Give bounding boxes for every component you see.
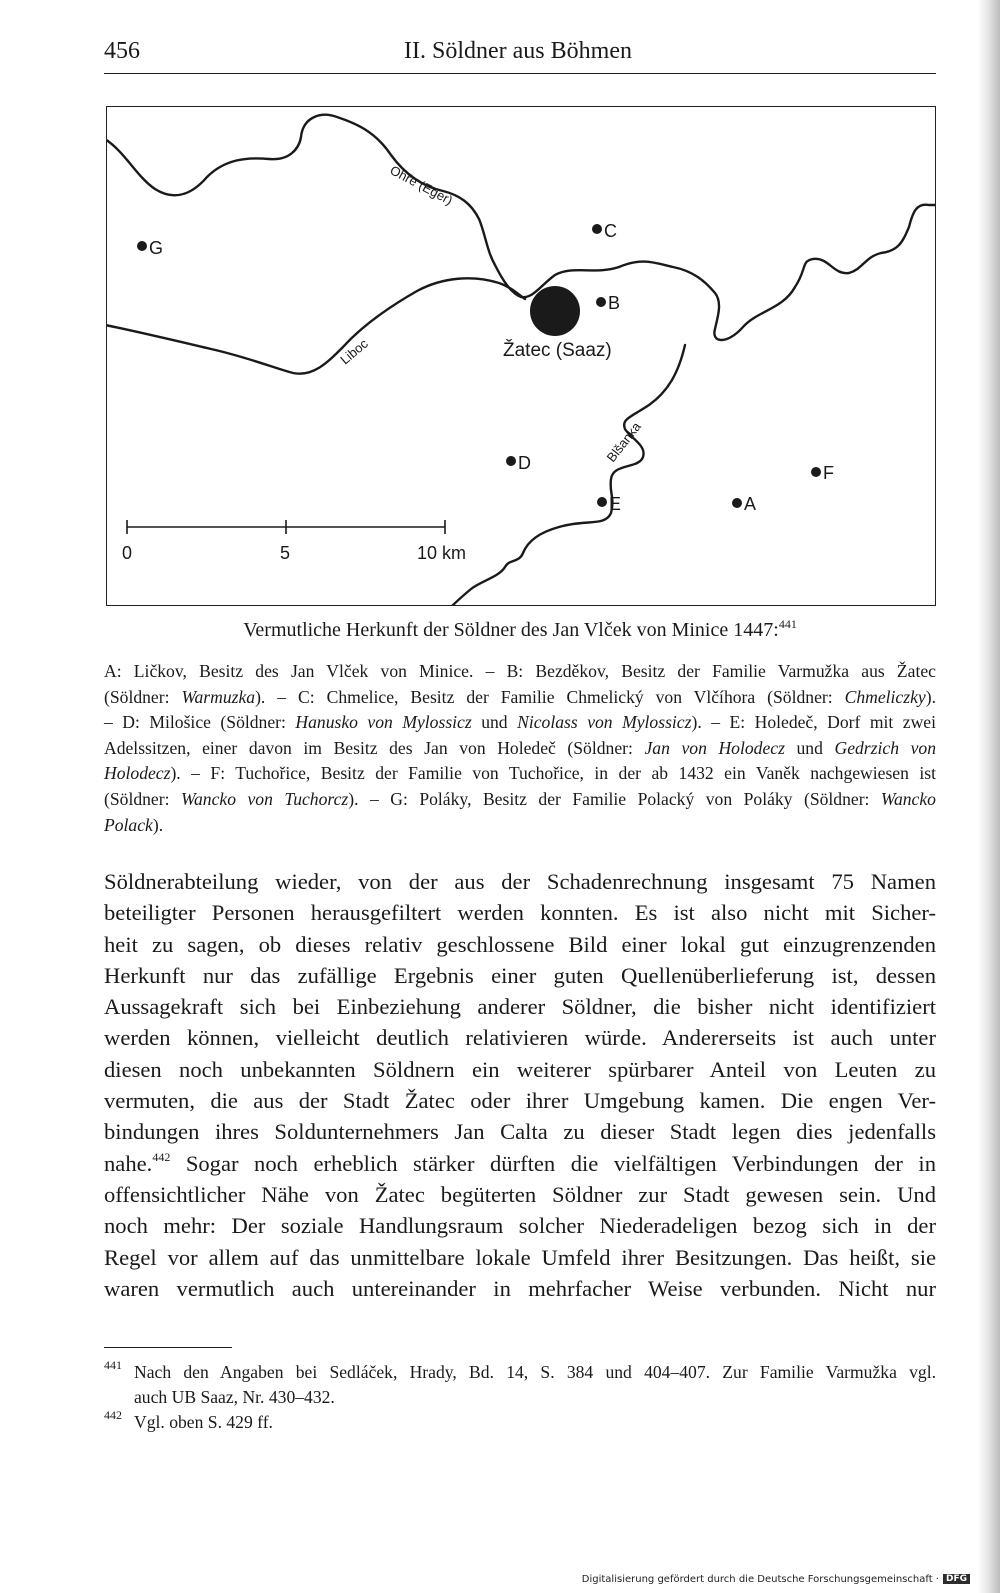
place-a-label: A bbox=[744, 494, 757, 514]
place-d-label: D bbox=[518, 453, 531, 473]
town-zatec-marker bbox=[530, 286, 580, 336]
dfg-logo: DFG bbox=[943, 1574, 970, 1584]
footnote-rule bbox=[104, 1347, 232, 1348]
place-c-marker bbox=[592, 224, 602, 234]
footnote-line: auch UB Saaz, Nr. 430–432. bbox=[134, 1387, 335, 1407]
body-line: nahe.$^{442}$ Sogar noch erheblich stärker dürften die vielfältigen Verbindungen der in bbox=[104, 1149, 936, 1176]
scale-label-5: 5 bbox=[280, 543, 291, 563]
river-liboc-label: Liboc bbox=[337, 335, 371, 368]
body-line: bindungen ihres Soldunternehmers Jan Calta zu dieser Stadt legen dies jedenfalls bbox=[104, 1119, 936, 1145]
body-line: noch mehr: Der soziale Handlungsraum solcher Niederadeligen bezog sich in der bbox=[104, 1213, 936, 1239]
italic-text: Gedrzich von bbox=[834, 737, 936, 758]
scale-label-0: 0 bbox=[122, 543, 133, 563]
footnotes bbox=[104, 1360, 936, 1435]
footnote-line: Nach den Angaben bei Sedláček, Hrady, Bd. 14, S. 384 und 404–407. Zur Familie Varmužka vgl. bbox=[134, 1362, 936, 1382]
running-head: II. Söldner aus Böhmen bbox=[404, 38, 632, 64]
italic-text: Chmeliczky bbox=[844, 686, 926, 707]
italic-text: Wancko bbox=[880, 788, 936, 809]
header-rule bbox=[104, 73, 936, 74]
body-line: Herkunft nur das zufällige Ergebnis einer guten Quellenüberlieferung ist, dessen bbox=[104, 962, 936, 988]
legend-line: (Söldner: Wancko von Tuchorcz). – G: Poláky, Besitz der Familie Polacký von Poláky (Söldner: Wancko bbox=[104, 788, 936, 809]
body-line: diesen noch unbekannten Söldnern ein weiterer spürbarer Anteil von Leuten zu bbox=[104, 1056, 936, 1082]
italic-text: Jan von Holodecz bbox=[644, 737, 785, 758]
figure-legend bbox=[104, 659, 936, 838]
footnote-line: Vgl. oben S. 429 ff. bbox=[134, 1412, 273, 1432]
river-blsanka-label: Blšanka bbox=[603, 419, 644, 465]
place-f-label: F bbox=[823, 463, 834, 483]
scale-bar bbox=[127, 520, 445, 534]
page-number: 456 bbox=[104, 38, 140, 64]
river-blsanka bbox=[451, 345, 685, 605]
river-ohre bbox=[107, 115, 935, 340]
river-liboc bbox=[107, 278, 525, 373]
footnote bbox=[104, 1410, 936, 1435]
map-svg bbox=[107, 107, 935, 605]
figure-caption-text: Vermutliche Herkunft der Söldner des Jan Vlček von Minice 1447: bbox=[243, 619, 779, 641]
figure-caption bbox=[104, 616, 936, 646]
place-f-marker bbox=[811, 467, 821, 477]
italic-text: Warmuzka bbox=[181, 686, 256, 707]
place-g-marker bbox=[137, 241, 147, 251]
place-b-label: B bbox=[608, 293, 621, 313]
river-ohre-label: Ohře (Eger) bbox=[387, 162, 456, 208]
body-line: Regel vor allem auf das unmittelbare lokale Umfeld ihrer Besitzungen. Das heißt, sie bbox=[104, 1244, 936, 1270]
legend-line: A: Ličkov, Besitz des Jan Vlček von Minice. – B: Bezděkov, Besitz der Familie Varmužka aus Žatec bbox=[104, 661, 936, 681]
italic-text: Polack bbox=[104, 814, 153, 835]
map-figure bbox=[106, 106, 936, 606]
legend-line: Polack). bbox=[104, 814, 164, 835]
body-line: vermuten, die aus der Stadt Žatec oder ihrer Umgebung kamen. Die engen Ver- bbox=[104, 1088, 936, 1114]
footnote-number: 442 bbox=[104, 1408, 122, 1422]
body-line: Söldnerabteilung wieder, von der aus der Schadenrechnung insgesamt 75 Namen bbox=[104, 869, 936, 894]
place-c-label: C bbox=[604, 221, 617, 241]
place-b-marker bbox=[596, 297, 606, 307]
legend-line: Holodecz). – F: Tuchořice, Besitz der Familie von Tuchořice, in der ab 1432 ein Vaněk nachgewiesen ist bbox=[104, 763, 936, 784]
italic-text: Hanusko von Mylossicz bbox=[295, 712, 472, 733]
italic-text: Wancko von Tuchorcz bbox=[180, 788, 349, 809]
digitization-text: Digitalisierung gefördert durch die Deutsche Forschungsgemeinschaft · bbox=[581, 1574, 939, 1585]
legend-line: Adelssitzen, einer davon im Besitz des Jan von Holedeč (Söldner: Jan von Holodecz und Gedrzich von bbox=[104, 737, 936, 758]
place-e-marker bbox=[597, 497, 607, 507]
book-gutter-shadow bbox=[978, 0, 1000, 1593]
footnote bbox=[104, 1360, 936, 1410]
place-g-label: G bbox=[149, 238, 164, 258]
legend-line: – D: Milošice (Söldner: Hanusko von Mylossicz und Nicolass von Mylossicz). – E: Holedeč, Dorf mit zwei bbox=[104, 712, 936, 733]
place-e-label: E bbox=[609, 494, 622, 514]
body-line: heit zu sagen, ob dieses relativ geschlossene Bild einer lokal gut einzugrenzenden bbox=[104, 931, 936, 957]
place-a-marker bbox=[732, 498, 742, 508]
town-zatec-label: Žatec (Saaz) bbox=[503, 340, 612, 361]
body-line: offensichtlicher Nähe von Žatec begüterten Söldner zur Stadt gewesen sein. Und bbox=[104, 1181, 936, 1207]
body-line: beteiligter Personen herausgefiltert werden konnten. Es ist also nicht mit Sicher- bbox=[104, 900, 936, 926]
digitization-footer bbox=[582, 1574, 970, 1585]
place-d-marker bbox=[506, 456, 516, 466]
scale-label-10km: 10 km bbox=[417, 543, 467, 563]
legend-line: (Söldner: Warmuzka). – C: Chmelice, Besitz der Familie Chmelický von Vlčíhora (Söldner: Chmeliczky). bbox=[104, 686, 936, 707]
body-line: werden können, vielleicht deutlich relativieren würde. Andererseits ist auch unter bbox=[104, 1025, 936, 1051]
italic-text: Holodecz bbox=[104, 763, 171, 784]
body-line: Aussagekraft sich bei Einbeziehung anderer Söldner, die bisher nicht identifiziert bbox=[104, 994, 936, 1020]
figure-caption-note-ref: 441 bbox=[778, 617, 797, 631]
footnote-reference: 442 bbox=[152, 1149, 171, 1164]
footnote-number: 441 bbox=[104, 1358, 122, 1372]
body-text bbox=[104, 866, 936, 1304]
body-line: waren vermutlich auch untereinander in mehrfacher Weise verbunden. Nicht nur bbox=[104, 1275, 936, 1301]
italic-text: Nicolass von Mylossicz bbox=[517, 712, 692, 733]
